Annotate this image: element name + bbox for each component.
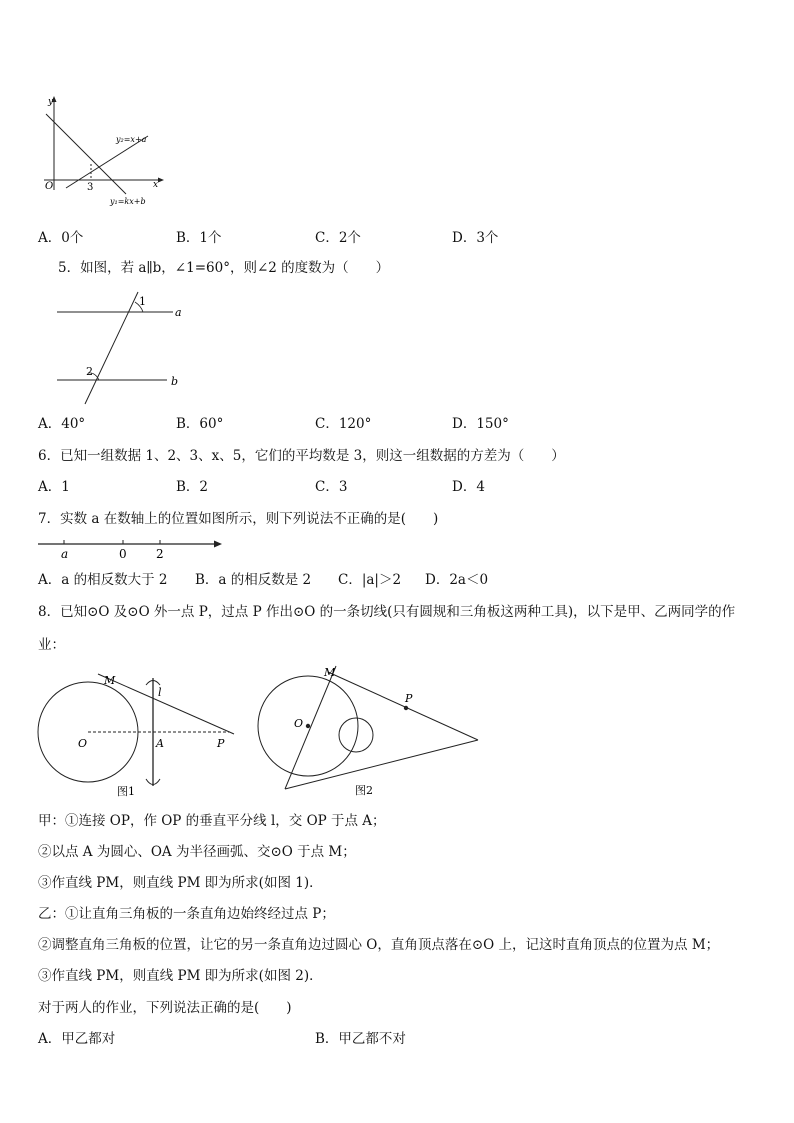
q8-stem-line2: 业：: [38, 637, 65, 653]
q7-axis-zero: 0: [119, 547, 127, 561]
q8-step-jia-3: ③作直线 PM，则直线 PM 即为所求(如图 1)．: [38, 875, 323, 891]
q8-step-yi-1: 乙：①让直角三角板的一条直角边始终经过点 P；: [38, 906, 335, 922]
q5-angle-1-label: 1: [139, 295, 146, 308]
q6-option-a[interactable]: A．1: [38, 479, 70, 495]
q5-angle-2-label: 2: [86, 365, 93, 378]
q6-option-c[interactable]: C．3: [315, 479, 348, 495]
fig1-label-o: O: [78, 737, 88, 750]
fig2-label-m: M: [324, 666, 336, 679]
q4-option-a[interactable]: A．0个: [38, 230, 84, 246]
q7-number-line: [36, 534, 226, 562]
q7-stem: 7．实数 a 在数轴上的位置如图所示，则下列说法不正确的是( ): [38, 511, 439, 527]
fig1-caption: 图1: [117, 785, 135, 798]
graph-origin: O: [45, 181, 54, 192]
fig2-label-o: O: [294, 717, 304, 730]
q5-option-d[interactable]: D．150°: [452, 416, 509, 432]
graph-x-label: x: [153, 180, 159, 190]
fig1-label-l: l: [158, 686, 162, 699]
q8-stem-line1: 8．已知⊙O 及⊙O 外一点 P，过点 P 作出⊙O 的一条切线(只有圆规和三角板这两种工具)，以下是甲、乙两同学的作: [38, 604, 736, 620]
graph-x-tick: 3: [87, 182, 94, 193]
q5-line-b-label: b: [171, 375, 179, 388]
q8-step-jia-1: 甲：①连接 OP，作 OP 的垂直平分线 l，交 OP 于点 A；: [38, 813, 386, 829]
fig1-label-a: A: [156, 737, 164, 750]
q4-graph: [36, 92, 166, 212]
q7-axis-two: 2: [156, 547, 164, 561]
q8-figure-2: [256, 662, 484, 800]
graph-y-label: y: [48, 97, 54, 107]
q5-option-c[interactable]: C．120°: [315, 416, 372, 432]
fig2-caption: 图2: [355, 784, 373, 797]
q6-stem: 6．已知一组数据 1、2、3、x、5，它们的平均数是 3，则这一组数据的方差为（ ）: [38, 448, 565, 464]
q5-parallel-lines-figure: [55, 288, 187, 406]
q7-option-b[interactable]: B．a 的相反数是 2: [195, 572, 312, 588]
fig1-label-m: M: [104, 674, 116, 687]
q8-step-yi-2: ②调整直角三角板的位置，让它的另一条直角边过圆心 O，直角顶点落在⊙O 上，记这时直角顶点的位置为点 M；: [38, 937, 720, 953]
q5-stem: 5．如图，若 a∥b，∠1=60°，则∠2 的度数为（ ）: [58, 260, 390, 276]
q5-option-b[interactable]: B．60°: [176, 416, 224, 432]
q8-figure-1: [34, 668, 244, 800]
q5-line-a-label: a: [175, 306, 182, 319]
fig2-label-p: P: [405, 692, 413, 705]
q7-option-a[interactable]: A．a 的相反数大于 2: [38, 572, 168, 588]
q7-option-d[interactable]: D．2a＜0: [425, 572, 489, 588]
graph-line-b-label: y₁=kx+b: [110, 197, 146, 206]
q4-option-d[interactable]: D．3个: [452, 230, 499, 246]
q6-option-b[interactable]: B．2: [176, 479, 209, 495]
q6-option-d[interactable]: D．4: [452, 479, 485, 495]
fig1-label-p: P: [217, 737, 225, 750]
q8-option-a[interactable]: A．甲乙都对: [38, 1031, 116, 1047]
q8-step-yi-3: ③作直线 PM，则直线 PM 即为所求(如图 2)．: [38, 968, 323, 984]
q4-option-b[interactable]: B．1个: [176, 230, 222, 246]
q8-step-jia-2: ②以点 A 为圆心、OA 为半径画弧、交⊙O 于点 M；: [38, 844, 356, 860]
q8-question: 对于两人的作业，下列说法正确的是( ): [38, 1000, 292, 1016]
q5-option-a[interactable]: A．40°: [38, 416, 86, 432]
q7-option-c[interactable]: C．|a|＞2: [338, 572, 402, 588]
q4-option-c[interactable]: C．2个: [315, 230, 361, 246]
q8-option-b[interactable]: B．甲乙都不对: [315, 1031, 406, 1047]
graph-line-a-label: y₂=x+a: [116, 135, 147, 144]
q7-axis-a: a: [61, 547, 69, 561]
